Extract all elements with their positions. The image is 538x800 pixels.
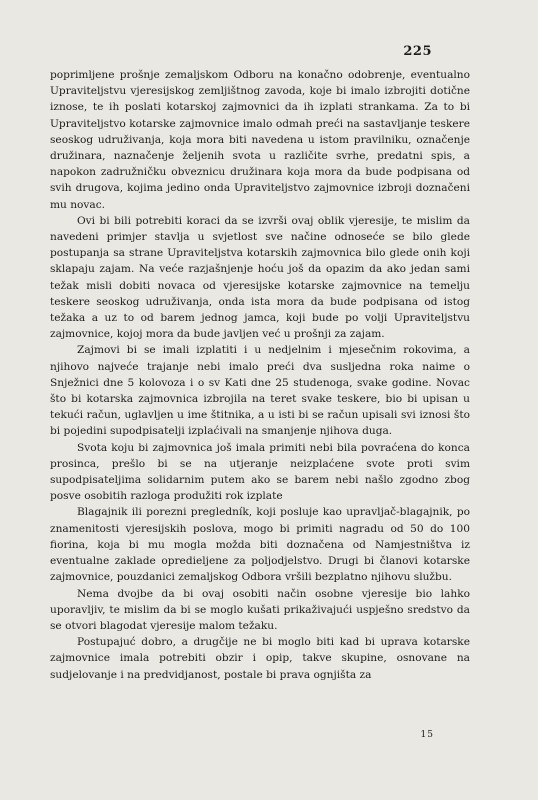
paragraph-3: Zajmovi bi se imali izplatiti i u nedjelnim i mjesečnim rokovima, a njihovo najveće trajanje nebi imalo preći dva susljedna roka naime o Snježnici dne 5 kolovoza i o sv Kati dne 25 studenoga, svake godine. Novac što bi kotarska zajmovnica izbrojila na teret svake teskere, bio bi upisan u tekući račun, uglavljen u ime štitnika, a u isti bi se račun upisali svi iznosi što bi pojedini supodpisatelji izplaćivali na smanjenje njihova duga.: [50, 344, 470, 438]
paragraph-7: Postupajuć dobro, a drugčije ne bi moglo biti kad bi uprava kotarske zajmovnice imala potrebiti obzir i opip, takve skupine, osnovane na sudjelovanje i na predvidjanost, postale bi prava ognjišta za: [50, 636, 470, 681]
paragraph-2: Ovi bi bili potrebiti koraci da se izvrši ovaj oblik vjeresije, te mislim da navedeni primjer stavlja u svjetlost sve načine odnoseće se bilo glede postupanja sa strane Upraviteljstva kotarskih zajmovnica bilo glede onih koji sklapaju zajam. Na veće razjašnjenje hoću još da opazim da ako jedan sami težak misli dobiti novaca od vjeresijske kotarske zajmovnice na temelju teskere seoskog udruživanja, onda ista mora da bude podpisana od istog težaka a uz to od barem jednog jamca, koji bude po volji Upraviteljstvu zajmovnice, kojoj mora da bude javljen već u prošnji za zajam.: [50, 214, 470, 341]
page-number: 225: [403, 44, 432, 59]
paragraph-4: Svota koju bi zajmovnica još imala primiti nebi bila povraćena do konca prosinca, prešlo bi se na utjeranje neizplaćene svote proti svim supodpisateljima solidarnim putem ako se barem nebi našlo zgodno zbog posve osobitih razloga produžiti rok izplate: [50, 441, 470, 503]
paragraph-1: poprimljene prošnje zemaljskom Odboru na konačno odobrenje, eventualno Upraviteljstvu vjeresijskog zemljištnog zavoda, koje bi imalo izbrojiti dotične iznose, te ih poslati kotarskoj zajmovnici da ih izplati strankama. Za to bi Upraviteljstvo kotarske zajmovnice imalo odmah preći na sastavljanje teskere seoskog udruživanja, koja mora biti navedena u istom pravilniku, označenje družinara, naznačenje željenih svota u različite svrhe, predatni spis, a napokon zadružničku obveznicu družinara koja mora da bude podpisana od svih drugova, kojima jedino onda Upraviteljstvo zajmovnice izbroji doznačeni mu novac.: [50, 69, 470, 211]
paragraph-5: Blagajnik ili porezni pregledník, koji posluje kao upravljač-blagajnik, po znamenitosti vjeresijskih poslova, mogo bi primiti nagradu od 50 do 100 fiorina, koja bi mu mogla možda biti doznačena od Namjestništva iz eventualne zaklade opredieljene za poljodjelstvo. Drugi bi članovi kotarske zajmovnice, pouzdanici zemaljskog Odbora vršili bezplatno njihovu službu.: [50, 506, 470, 584]
printer-signature-mark: 15: [420, 730, 434, 740]
paragraph-6: Nema dvojbe da bi ovaj osobiti način osobne vjeresije bio lahko uporavljiv, te mislim da bi se moglo kušati prikaživajući uspješno sredstvo da se otvori blagodat vjeresije malom težaku.: [50, 587, 470, 632]
body-text: [50, 67, 470, 683]
